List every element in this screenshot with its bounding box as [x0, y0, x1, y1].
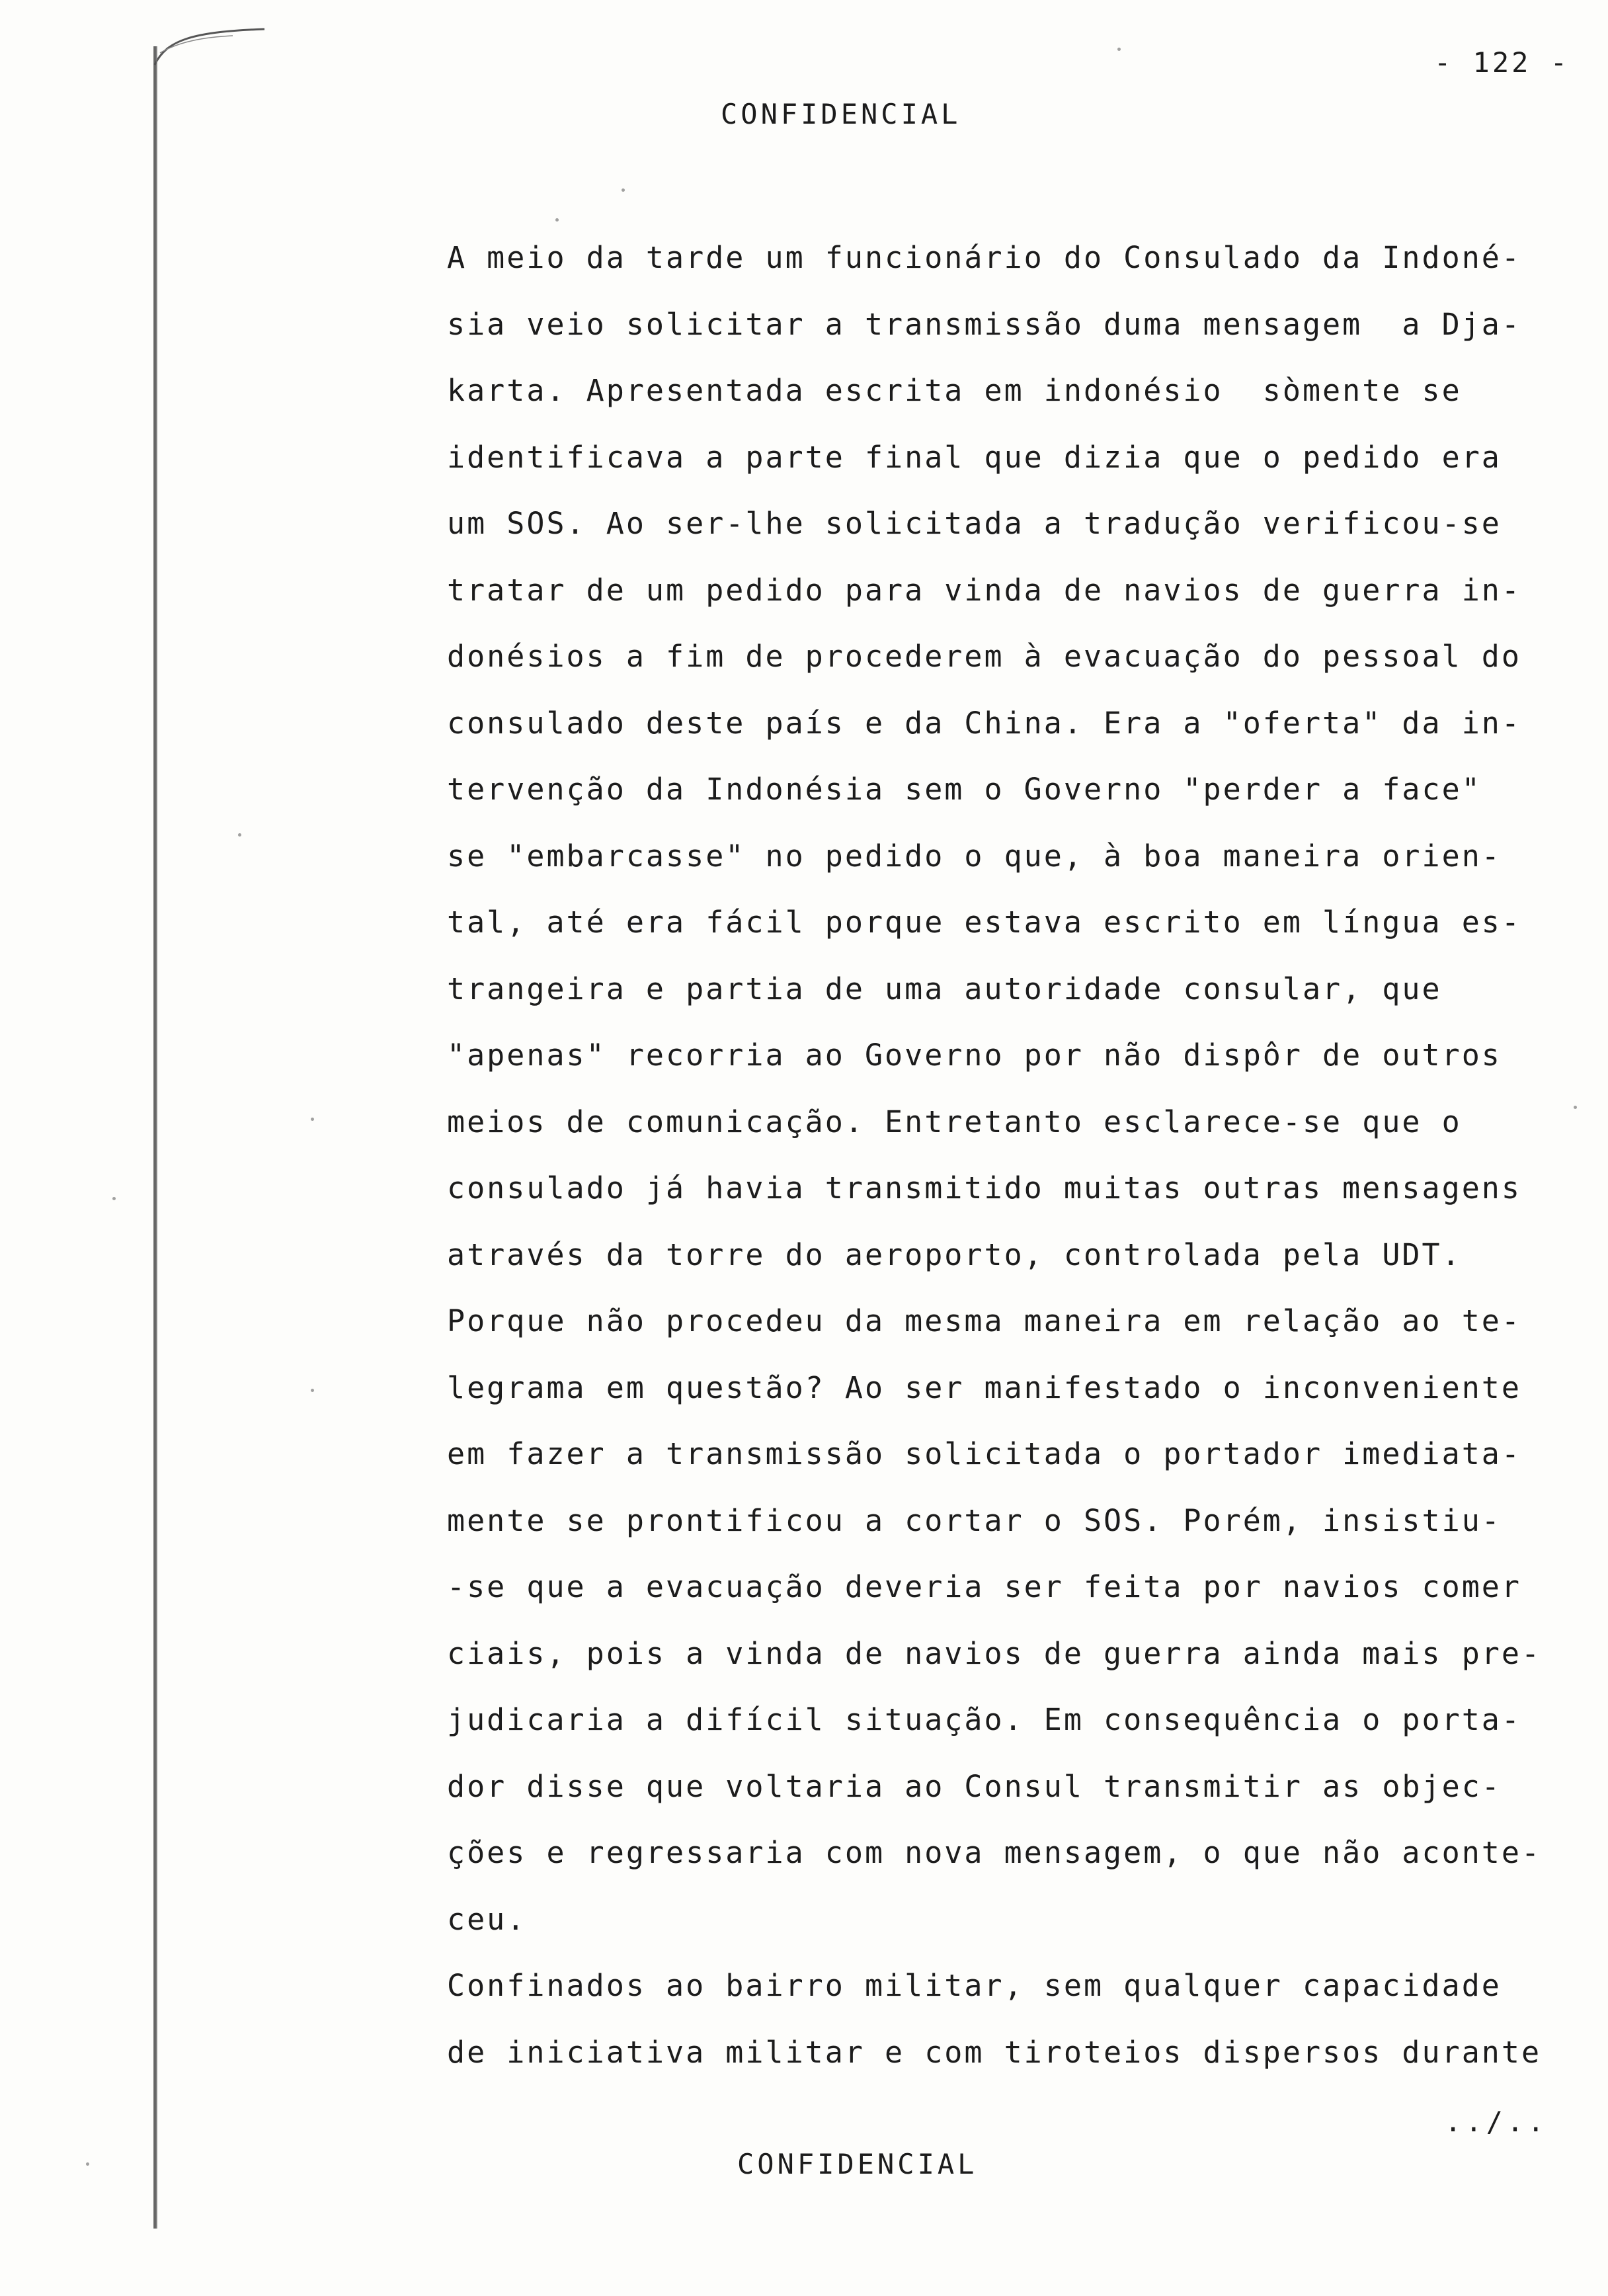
scan-speck	[622, 188, 625, 192]
scan-speck	[112, 1197, 116, 1200]
scan-speck	[1117, 48, 1121, 51]
classification-footer: CONFIDENCIAL	[737, 2148, 978, 2180]
scan-speck	[311, 1389, 314, 1392]
page-number: - 122 -	[1433, 46, 1570, 79]
text-line: identificava a parte final que dizia que o pedido era	[447, 439, 1502, 475]
text-line: judicaria a difícil situação. Em consequência o porta-	[447, 1702, 1521, 1737]
continuation-mark: ../..	[1445, 2106, 1548, 2138]
scan-speck	[1574, 1106, 1577, 1109]
text-line: legrama em questão? Ao ser manifestado o inconveniente	[447, 1370, 1521, 1405]
text-line: sia veio solicitar a transmissão duma mensagem a Dja-	[447, 306, 1521, 342]
scan-speck	[86, 2162, 89, 2166]
text-line: ceu.	[447, 1901, 527, 1937]
binding-margin-line	[153, 46, 157, 2229]
text-line: consulado deste país e da China. Era a "oferta" da in-	[447, 705, 1521, 741]
text-line: tervenção da Indonésia sem o Governo "perder a face"	[447, 772, 1482, 807]
body-text	[447, 225, 1571, 2086]
text-line: -se que a evacuação deveria ser feita por navios comer	[447, 1569, 1521, 1604]
text-line: de iniciativa militar e com tiroteios dispersos durante	[447, 2034, 1542, 2070]
text-line: mente se prontificou a cortar o SOS. Porém, insistiu-	[447, 1502, 1502, 1538]
text-line: ciais, pois a vinda de navios de guerra ainda mais pre-	[447, 1635, 1542, 1671]
text-line: donésios a fim de procederem à evacuação do pessoal do	[447, 639, 1521, 674]
text-line: meios de comunicação. Entretanto esclarece-se que o	[447, 1104, 1462, 1139]
text-line: se "embarcasse" no pedido o que, à boa maneira orien-	[447, 838, 1502, 874]
scan-speck	[238, 833, 241, 837]
text-line: tal, até era fácil porque estava escrito em língua es-	[447, 905, 1521, 940]
text-line: em fazer a transmissão solicitada o portador imediata-	[447, 1436, 1521, 1471]
text-line: "apenas" recorria ao Governo por não dispôr de outros	[447, 1038, 1502, 1073]
text-line: consulado já havia transmitido muitas outras mensagens	[447, 1170, 1521, 1206]
scan-speck	[311, 1118, 314, 1121]
text-line: Confinados ao bairro militar, sem qualquer capacidade	[447, 1968, 1502, 2003]
text-line: A meio da tarde um funcionário do Consulado da Indoné-	[447, 240, 1521, 275]
text-line: tratar de um pedido para vinda de navios de guerra in-	[447, 572, 1521, 608]
text-line: dor disse que voltaria ao Consul transmitir as objec-	[447, 1768, 1502, 1804]
scan-speck	[555, 218, 559, 222]
text-line: através da torre do aeroporto, controlada pela UDT.	[447, 1237, 1462, 1272]
text-line: trangeira e partia de uma autoridade consular, que	[447, 971, 1442, 1006]
binding-curl-mark	[153, 26, 266, 66]
classification-header: CONFIDENCIAL	[721, 98, 961, 130]
text-line: um SOS. Ao ser-lhe solicitada a tradução verificou-se	[447, 506, 1502, 541]
text-line: Porque não procedeu da mesma maneira em relação ao te-	[447, 1303, 1521, 1338]
text-line: karta. Apresentada escrita em indonésio sòmente se	[447, 373, 1462, 408]
text-line: ções e regressaria com nova mensagem, o que não aconte-	[447, 1835, 1542, 1870]
